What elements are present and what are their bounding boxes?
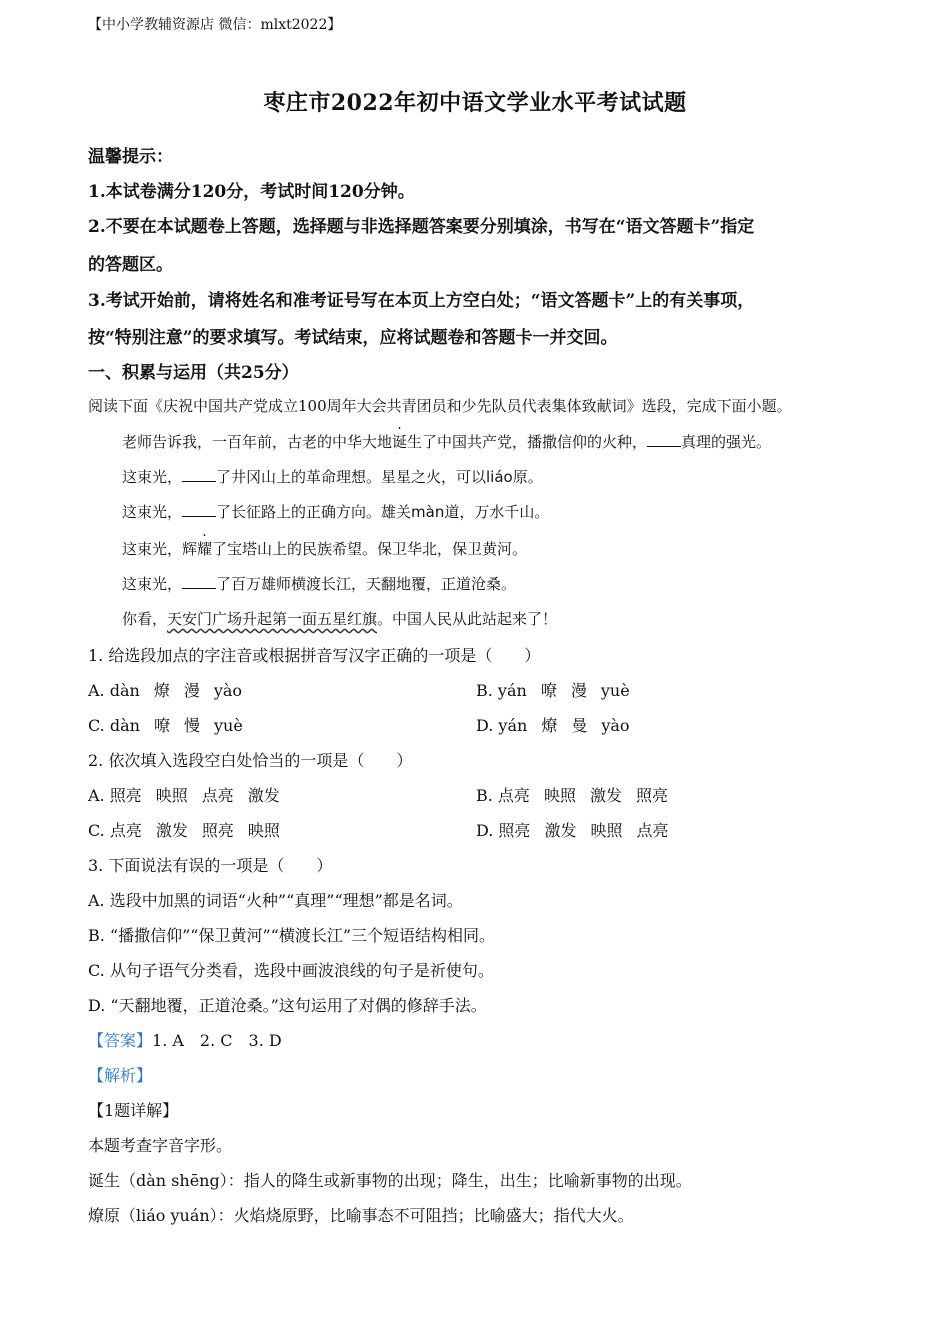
wavy-underlined-sentence: 天安门广场升起第一面五星红旗 [167,610,378,628]
option-text: D. 照亮 [476,821,531,840]
option-text: yào [213,681,243,700]
dotted-char: 诞 [392,433,408,451]
fill-blank [182,502,216,517]
fill-blank [182,467,216,482]
option-text: D. yán [476,716,528,735]
passage-text: 。中国人民从此站起来了！ [377,610,558,628]
analysis-paragraph: 燎原（liáo yuán）：火焰烧原野，比喻事态不可阻挡；比喻盛大；指代大火。 [88,1206,634,1225]
q1-option-a [88,678,242,701]
option-text: A. 照亮 [88,786,142,805]
option-text: 激发 [589,786,622,805]
tips-item-3b: 按“特别注意”的要求填写。考试结束，应将试题卷和答题卡一并交回。 [88,328,618,348]
header-note: 【中小学教辅资源店 微信：mlxt2022】 [88,17,342,33]
option-text: 曼 [571,716,588,735]
option-text: 慢 [183,716,200,735]
analysis-paragraph: 诞生（dàn shēng）：指人的降生或新事物的出现；降生，出生；比喻新事物的出现。 [88,1171,692,1190]
option-text: 映照 [590,821,623,840]
option-text: C. 点亮 [88,821,142,840]
option-text: 激发 [155,821,188,840]
option-text: 点亮 [636,821,669,840]
option-text: 映照 [543,786,576,805]
passage-text: 老师告诉我，一百年前，古老的中华大地 [122,433,393,451]
option-text: 嘹 [540,681,557,700]
option-text: yuè [600,681,630,700]
option-text: 点亮 [201,786,234,805]
q1-option-d [476,713,630,736]
question-3-stem: 3. 下面说法有误的一项是（ ） [88,856,333,875]
option-text: yào [601,716,630,735]
passage-line-1 [122,431,771,452]
section-heading: 一、积累与运用（共25分） [88,363,299,383]
passage-text: 生了中国共产党，播撒信仰的火种， [407,433,648,451]
option-text: 激发 [544,821,577,840]
answer-label: 【答案】 [88,1031,153,1050]
option-text: 照亮 [635,786,668,805]
passage-line-3 [122,501,549,522]
passage-text: 了百万雄师横渡长江，天翻地覆，正道沧桑。 [216,575,517,593]
q3-option-c: C. 从句子语气分类看，选段中画波浪线的句子是祈使句。 [88,961,494,980]
option-text: A. dàn [88,681,140,700]
passage-text: 这束光， [122,503,183,521]
option-text: 燎 [541,716,558,735]
passage-line-4 [122,538,527,559]
section-intro: 阅读下面《庆祝中国共产党成立100周年大会共青团员和少先队员代表集体致献词》选段，完成下面小题。 [88,397,792,415]
q2-option-c [88,818,280,841]
q2-option-d [476,818,668,841]
analysis-label: 【解析】 [88,1066,153,1085]
q3-option-b: B. “播撒信仰”“保卫黄河”“横渡长江”三个短语结构相同。 [88,926,496,945]
q3-option-d: D. “天翻地覆，正道沧桑。”这句运用了对偶的修辞手法。 [88,996,487,1015]
option-text: 漫 [183,681,200,700]
passage-text: 这束光，辉 [122,540,198,558]
answer-line [88,1028,282,1051]
q1-option-b [476,678,630,701]
tips-item-1: 1.本试卷满分120分，考试时间120分钟。 [88,182,415,202]
option-text: C. dàn [88,716,140,735]
passage-text: 你看， [122,610,168,628]
page-title: 枣庄市2022年初中语文学业水平考试试题 [263,90,687,116]
option-text: 激发 [247,786,280,805]
passage-text: 这束光， [122,468,183,486]
fill-blank [647,432,681,447]
option-text: B. yán [476,681,527,700]
q1-option-c [88,713,243,736]
tips-heading: 温馨提示： [88,147,173,167]
fill-blank [182,574,216,589]
passage-text: 真理的强光。 [681,433,772,451]
option-text: 映照 [247,821,280,840]
option-text: 漫 [570,681,587,700]
passage-line-6 [122,608,557,629]
tips-item-2b: 的答题区。 [88,255,173,275]
q2-option-b [476,783,668,806]
option-text: B. 点亮 [476,786,530,805]
dotted-char: 耀 [197,540,213,558]
answer-text: 1. A 2. C 3. D [152,1031,282,1050]
passage-text: 了宝塔山上的民族希望。保卫华北，保卫黄河。 [212,540,528,558]
option-text: 嘹 [153,716,170,735]
option-text: 映照 [155,786,188,805]
analysis-subheading: 【1题详解】 [88,1101,179,1120]
option-text: 照亮 [201,821,234,840]
passage-text: 这束光， [122,575,183,593]
option-text: yuè [213,716,243,735]
passage-line-5 [122,573,516,594]
passage-text: 了井冈山上的革命理想。星星之火，可以liáo原。 [216,468,543,486]
option-text: 燎 [153,681,170,700]
q3-option-a: A. 选段中加黑的词语“火种”“真理”“理想”都是名词。 [88,891,463,910]
question-1-stem: 1. 给选段加点的字注音或根据拼音写汉字正确的一项是（ ） [88,646,541,665]
analysis-paragraph: 本题考查字音字形。 [88,1136,233,1155]
passage-line-2 [122,466,543,487]
q2-option-a [88,783,280,806]
question-2-stem: 2. 依次填入选段空白处恰当的一项是（ ） [88,751,413,770]
tips-item-2a: 2.不要在本试题卷上答题，选择题与非选择题答案要分别填涂，书写在“语文答题卡”指定 [88,217,755,237]
passage-text: 了长征路上的正确方向。雄关màn道，万水千山。 [216,503,550,521]
tips-item-3a: 3.考试开始前，请将姓名和准考证号写在本页上方空白处；“语文答题卡”上的有关事项， [88,291,755,311]
